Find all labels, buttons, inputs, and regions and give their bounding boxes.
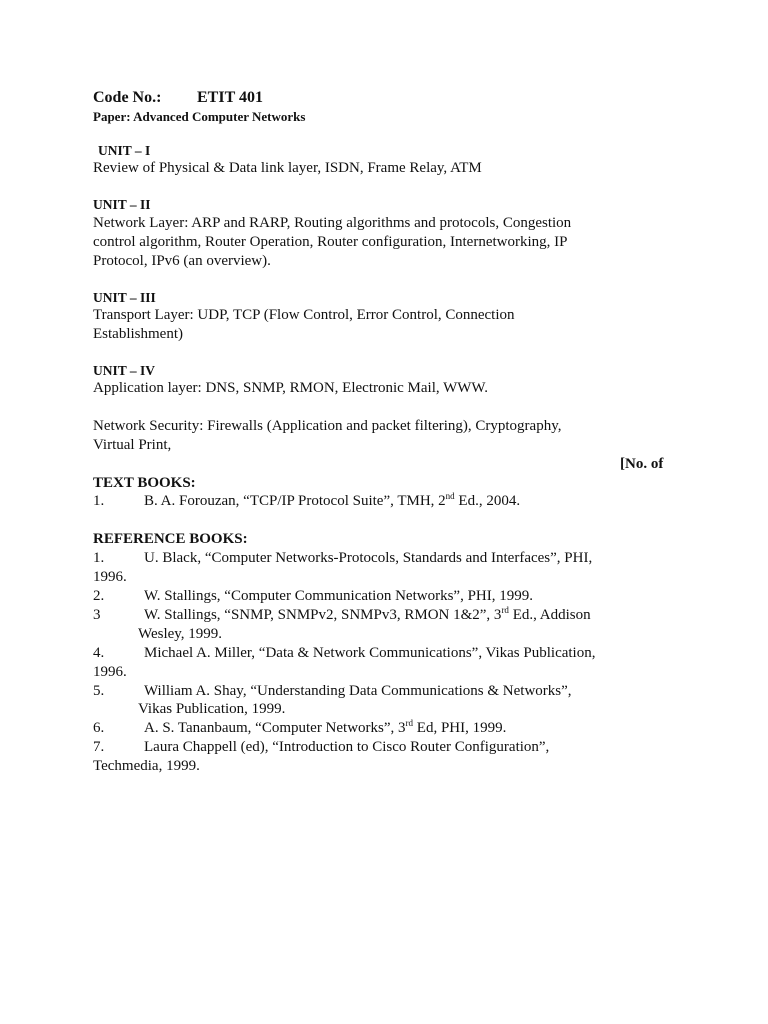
unit-3-line: Establishment) <box>93 326 183 342</box>
text-books-heading: TEXT BOOKS: <box>93 475 196 491</box>
text-book-number: 1. <box>93 493 105 509</box>
paper-title: Paper: Advanced Computer Networks <box>93 109 306 124</box>
unit-2-heading: UNIT – II <box>93 197 151 212</box>
unit-4-line: Application layer: DNS, SNMP, RMON, Electronic Mail, WWW. <box>93 380 488 396</box>
reference-entry-cont: Vikas Publication, 1999. <box>138 701 286 717</box>
reference-number: 3 <box>93 607 101 623</box>
reference-entry-cont: Techmedia, 1999. <box>93 758 200 774</box>
reference-entry: W. Stallings, “Computer Communication Networks”, PHI, 1999. <box>144 588 533 604</box>
reference-books-heading: REFERENCE BOOKS: <box>93 531 248 547</box>
reference-entry: Laura Chappell (ed), “Introduction to Cisco Router Configuration”, <box>144 739 550 755</box>
unit-3-heading: UNIT – III <box>93 290 156 305</box>
security-line: Virtual Print, <box>93 437 172 453</box>
unit-2-line: Protocol, IPv6 (an overview). <box>93 253 271 269</box>
reference-number: 2. <box>93 588 105 604</box>
unit-2-line: control algorithm, Router Operation, Router configuration, Internetworking, IP <box>93 234 568 250</box>
unit-4-heading: UNIT – IV <box>93 363 156 378</box>
unit-2-line: Network Layer: ARP and RARP, Routing algorithms and protocols, Congestion <box>93 215 572 231</box>
reference-number: 5. <box>93 683 105 699</box>
reference-entry: Michael A. Miller, “Data & Network Communications”, Vikas Publication, <box>144 645 596 661</box>
reference-number: 6. <box>93 720 105 736</box>
reference-entry: U. Black, “Computer Networks-Protocols, Standards and Interfaces”, PHI, <box>144 550 593 566</box>
code-label: Code No.: <box>93 89 162 106</box>
code-value: ETIT 401 <box>197 89 263 106</box>
unit-3-line: Transport Layer: UDP, TCP (Flow Control, Error Control, Connection <box>93 307 515 323</box>
text-book-entry: B. A. Forouzan, “TCP/IP Protocol Suite”, TMH, 2nd Ed., 2004. <box>144 491 521 509</box>
reference-entry-cont: 1996. <box>93 569 127 585</box>
security-line: Network Security: Firewalls (Application and packet filtering), Cryptography, <box>93 418 562 434</box>
reference-entry-cont: Wesley, 1999. <box>138 626 223 642</box>
reference-entry: W. Stallings, “SNMP, SNMPv2, SNMPv3, RMON 1&2”, 3rd Ed., Addison <box>144 605 591 623</box>
unit-1-line: Review of Physical & Data link layer, ISDN, Frame Relay, ATM <box>93 160 482 176</box>
reference-number: 4. <box>93 645 105 661</box>
reference-number: 7. <box>93 739 105 755</box>
reference-number: 1. <box>93 550 105 566</box>
unit-1-heading: UNIT – I <box>98 143 151 158</box>
reference-entry: A. S. Tananbaum, “Computer Networks”, 3rd Ed, PHI, 1999. <box>144 718 507 736</box>
marks-note: [No. of <box>620 456 664 472</box>
reference-entry-cont: 1996. <box>93 664 127 680</box>
reference-entry: William A. Shay, “Understanding Data Communications & Networks”, <box>144 683 572 699</box>
